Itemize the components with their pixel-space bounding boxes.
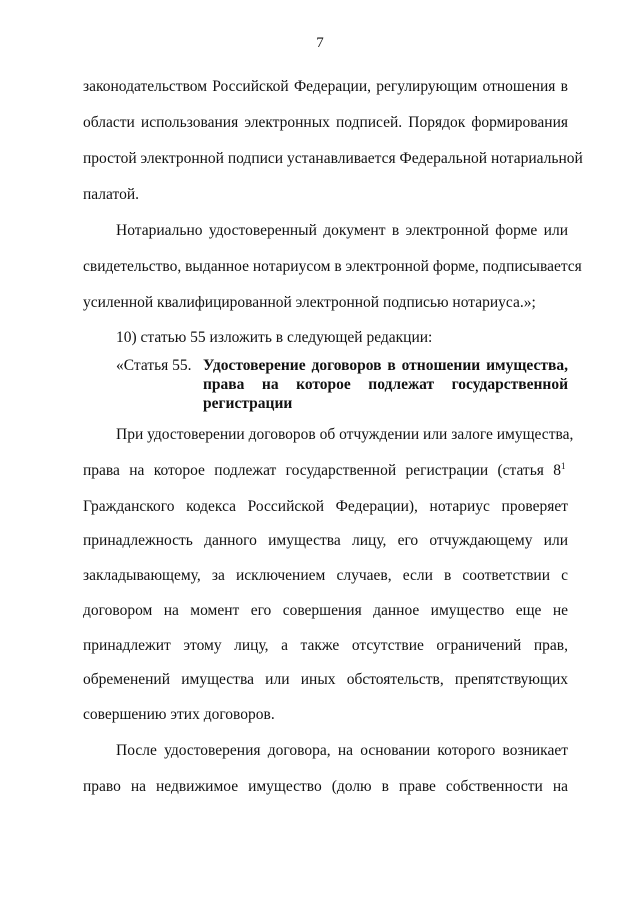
text-line: обременений имущества или иных обстоятельств, препятствующих [83, 671, 568, 688]
text-line: принадлежит этому лицу, а также отсутствие ограничений прав, [83, 637, 568, 654]
article-title-line: Удостоверение договоров в отношении имущества, [203, 357, 568, 374]
text-line: законодательством Российской Федерации, регулирующим отношения в [83, 78, 568, 95]
text-line: области использования электронных подписей. Порядок формирования [83, 114, 568, 131]
text-line: После удостоверения договора, на основании которого возникает [116, 742, 568, 759]
article-number: «Статья 55. [116, 357, 192, 374]
article-title-line: права на которое подлежат государственной [203, 376, 568, 393]
text-line: Нотариально удостоверенный документ в электронной форме или [116, 222, 568, 239]
text-line: принадлежность данного имущества лицу, его отчуждающему или [83, 532, 568, 549]
text-line: простой электронной подписи устанавливается Федеральной нотариальной [83, 150, 583, 167]
page-number: 7 [316, 35, 324, 51]
text-line: свидетельство, выданное нотариусом в электронной форме, подписывается [83, 258, 582, 275]
text-line: усиленной квалифицированной электронной подписью нотариуса.»; [83, 294, 536, 311]
article-title-line: регистрации [203, 395, 293, 412]
text-line: совершению этих договоров. [83, 706, 275, 723]
text-line-content: права на которое подлежат государственной регистрации (статья 8 [83, 462, 561, 479]
amendment-item: 10) статью 55 изложить в следующей редакции: [116, 329, 433, 346]
article-superscript: 1 [561, 461, 566, 471]
text-line [83, 461, 568, 481]
text-line: Гражданского кодекса Российской Федерации), нотариус проверяет [83, 498, 568, 515]
text-line: право на недвижимое имущество (долю в праве собственности на [83, 778, 568, 795]
text-line: договором на момент его совершения данное имущество еще не [83, 602, 568, 619]
text-line: При удостоверении договоров об отчуждении или залоге имущества, [116, 426, 574, 443]
text-line: закладывающему, за исключением случаев, если в соответствии с [83, 567, 568, 584]
text-line: палатой. [83, 186, 140, 203]
